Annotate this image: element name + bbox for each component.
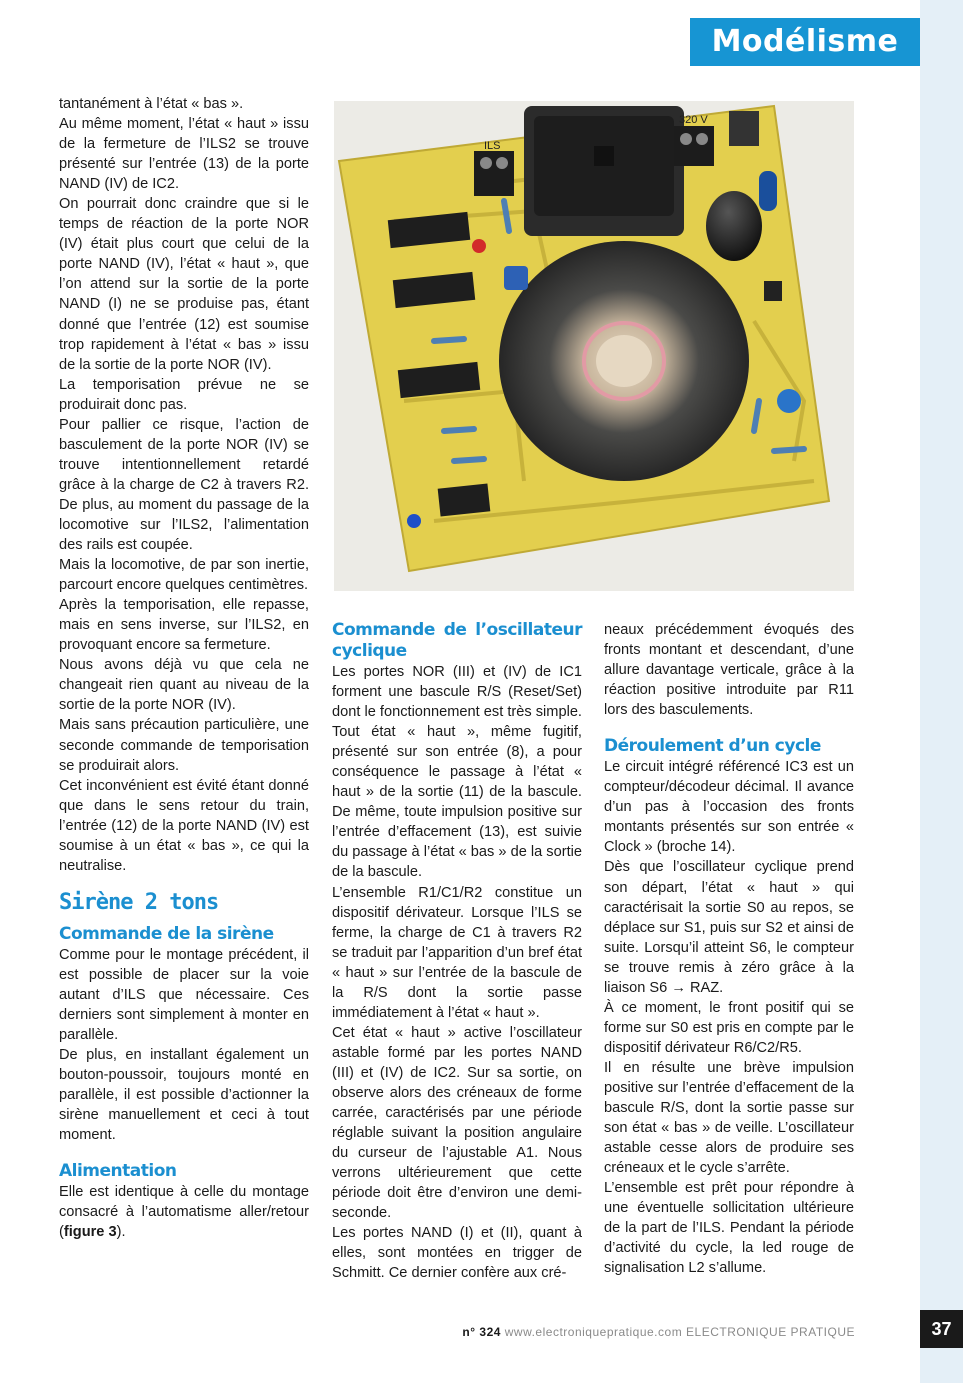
issue-number: 324: [479, 1325, 501, 1339]
paragraph: Au même moment, l’état « haut » issu de la fermeture de l’ILS2 se trouve présenté sur l’entrée (13) de la porte NAND (IV) de IC2.: [59, 116, 309, 193]
screw-icon: [696, 133, 708, 145]
paragraph: Les portes NAND (I) et (II), quant à elles, sont montées en trigger de Schmitt. Ce dernier confère aux cré-: [332, 1225, 582, 1282]
trimmer-pot: [504, 266, 528, 290]
component-label: 320 V: [679, 114, 708, 126]
paragraph: Les portes NOR (III) et (IV) de IC1 forment une bascule R/S (Reset/Set) dont le fonctionnement est très simple. Tout état « haut », même fugitif, présenté sur son entrée (8), a pour conséquence le passage à l’état « haut » de la sortie (11) de la bascule. De même, toute impulsion positive sur l’entrée d’effacement (13), est suivie du passage à l’état « bas » de la sortie de la bascule.: [332, 664, 582, 881]
paragraph: Mais la locomotive, de par son inertie, parcourt encore quelques centimètres.: [59, 557, 309, 594]
paragraph: À ce moment, le front positif qui se forme sur S0 est pris en compte par le dispositif dérivateur R6/C2/R5.: [604, 999, 854, 1056]
subsection-heading: Commande de la sirène: [59, 923, 274, 944]
paragraph: L’ensemble est prêt pour répondre à une éventuelle sollicitation ultérieure de la part de l’ILS. Pendant la période d’activité du cycle, la led rouge de signalisation L2 s’allume.: [604, 1180, 854, 1277]
alim-text: Elle est identique à celle du montage consacré à l’automatisme aller/retour (: [59, 1184, 309, 1241]
section-title: Modélisme: [711, 24, 899, 59]
paragraph: De plus, en installant également un bouton-poussoir, toujours monté en parallèle, il est possible d’actionner la sirène manuellement et ceci à tout moment.: [59, 1047, 309, 1144]
transformer: [524, 106, 684, 236]
blue-cap-small: [407, 514, 421, 528]
paragraph: Après la temporisation, elle repasse, mais en sens inverse, sur l’ILS2, en provoquant encore sa fermeture.: [59, 597, 309, 654]
blue-capacitor: [759, 171, 777, 211]
pcb-illustration: [334, 101, 854, 591]
figure-reference: figure 3: [63, 1224, 117, 1241]
subsection-heading: Déroulement d’un cycle: [604, 736, 821, 757]
paragraph: [59, 1182, 309, 1242]
subsection-heading: Alimentation: [59, 1161, 177, 1182]
website-url: www.electroniquepratique.com: [504, 1325, 683, 1339]
text-column-1: [59, 94, 309, 1242]
section-header: [690, 18, 920, 66]
subsection-heading: Commande de l’oscillateur cyclique: [332, 620, 582, 661]
paragraph: Cet inconvénient est évité étant donné que dans le sens retour du train, l’entrée (12) de la porte NAND (IV) est soumise à un état « bas », ce qui la neutralise.: [59, 777, 309, 874]
paragraph: Cet état « haut » active l’oscillateur astable formé par les portes NAND (III) et (IV) de IC2. Sur sa sortie, on observe alors des créneaux de forme carrée, caractérisés par une période réglable suivant la position angulaire du curseur de l’ajustable A1. Nous verrons ultérieurement que cette période doit être d’environ une demi-seconde.: [332, 1024, 582, 1222]
paragraph: Dès que l’oscillateur cyclique prend son départ, l’état « haut » qui caractérisait la sortie S0 au repos, se déplace sur S1, puis sur S2 et ainsi de suite. Lorsqu’il atteint S6, le compteur se trouve remis à zéro grâce à la liaison S6 → RAZ.: [604, 859, 854, 996]
paragraph: Nous avons déjà vu que cela ne changeait rien quant au niveau de la sortie de la porte NOR (IV).: [59, 657, 309, 714]
voltage-regulator: [729, 111, 759, 146]
paragraph: Il en résulte une brève impulsion positive sur l’entrée d’effacement de la bascule R/S, dont la sortie passe sur son état « bas » de veille. L’oscillateur astable cesse alors de produire ses créneaux et le cycle s’arrête.: [604, 1059, 854, 1177]
paragraph: Pour pallier ce risque, l’action de basculement de la porte NOR (IV) se trouve intentionnellement retardé grâce à la charge de C2 à travers R2. De plus, au moment du passage de la locomotive sur l’ILS2, l’alimentation des rails est coupée.: [59, 416, 309, 554]
screw-icon: [480, 157, 492, 169]
paragraph: On pourrait donc craindre que si le temps de réaction de la porte NOR (IV) était plus court que celui de la porte NAND (IV), l’état « haut », que l’on attend sur la sortie de la porte NAND (I) ne se produise pas, étant donné que l’entrée (12) est soumise trop rapidement à l’état « bas » issu de la sortie de la porte NOR (IV).: [59, 196, 309, 373]
small-blue-capacitor: [777, 389, 801, 413]
screw-icon: [680, 133, 692, 145]
page-footer: [415, 1322, 855, 1342]
page-edge-band: [920, 0, 963, 1383]
circuit-board-photo: [334, 101, 854, 591]
terminal-block-right: [674, 126, 714, 166]
paragraph: Comme pour le montage précédent, il est possible de placer sur la voie autant d’ILS que nécessaire. Ces derniers sont simplement à monter en parallèle.: [59, 946, 309, 1044]
alim-end: ).: [116, 1224, 126, 1241]
paragraph: La temporisation prévue ne se produirait donc pas.: [59, 376, 309, 413]
magazine-name: ELECTRONIQUE PRATIQUE: [686, 1325, 855, 1339]
paragraph: Le circuit intégré référencé IC3 est un compteur/décodeur décimal. Il avance d’un pas à l’occasion des fronts montants présentés sur son entrée « Clock » (broche 14).: [604, 759, 854, 856]
terminal-block-left: [474, 151, 514, 196]
screw-icon: [496, 157, 508, 169]
paragraph: Mais sans précaution particulière, une seconde commande de temporisation se produirait alors.: [59, 717, 309, 774]
issue-prefix: n°: [462, 1325, 476, 1339]
electrolytic-capacitor: [706, 191, 762, 261]
paragraph: L’ensemble R1/C1/R2 constitue un dispositif dérivateur. Lorsque l’ILS se ferme, la charge de C1 à travers R2 se traduit par l’apparition d’un bref état « haut » sur l’entrée de la bascule de la R/S dont la sortie passe immédiatement à l’état « haut ».: [332, 884, 582, 1021]
red-led: [472, 239, 486, 253]
paragraph: neaux précédemment évoqués des fronts montant et descendant, d’une allure davantage verticale, grâce à la réaction positive introduite par R11 lors des basculements.: [604, 622, 854, 719]
transistor: [764, 281, 782, 301]
text-column-3: [604, 620, 854, 1278]
component-label: ILS: [484, 140, 501, 152]
page-number: 37: [920, 1310, 963, 1348]
text-column-2: [332, 620, 582, 1283]
section-heading: Sirène 2 tons: [59, 889, 219, 915]
paragraph: tantanément à l’état « bas ».: [59, 96, 244, 112]
